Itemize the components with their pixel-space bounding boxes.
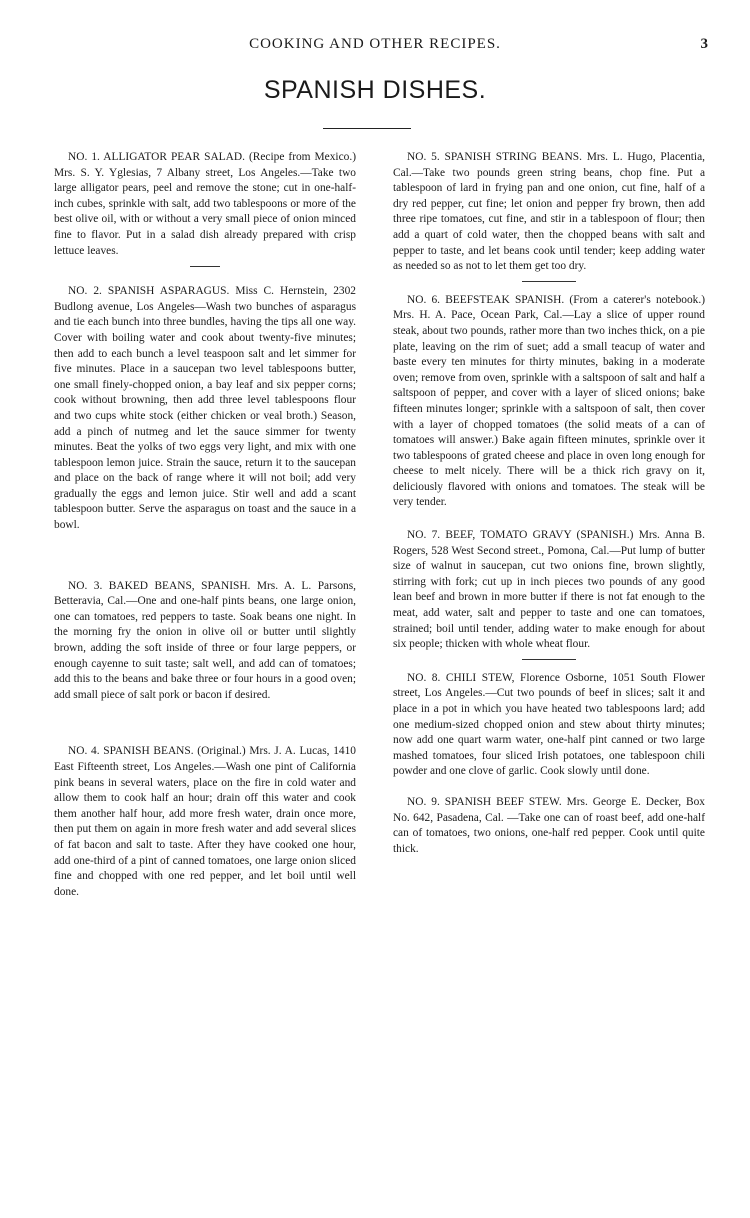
recipe-7: NO. 7. BEEF, TOMATO GRAVY (SPANISH.) Mrs. Anna B. Rogers, 528 West Second street., Pomona, Cal.—Put lump of butter size of walnut in saucepan, cut two onions fine, brown slightly, stirring with fork; cut up in inch pieces two pounds of any good lean beef and brown in more butter if there is not fat enough to the meat, add water, salt and pepper to taste and one can tomatoes, strained; boil until tender, adding water to make enough for about six people; thicken with whole wheat flour. — [393, 529, 705, 651]
recipe-6: NO. 6. BEEFSTEAK SPANISH. (From a caterer's notebook.) Mrs. H. A. Pace, Ocean Park, Cal.—Lay a slice of upper round steak, about two pounds, rather more than two inches thick, on a pie plate, leaving on the rim of suet; add a small teacup of water and baste every ten minutes for thirty minutes, baking in a moderate oven; remove from oven, sprinkle with a saltspoon of salt and half a saltspoon of pepper, and cover with a layer of sliced onions; bake fifteen minutes longer; sprinkle with a saltspoon of salt, then cover with a layer of chopped tomatoes (the solid meats of a can of tomatoes will answer.) Bake again fifteen minutes, sprinkle over it two tablespoons of grated cheese and place in oven long enough for cheese to melt nicely. There will be a thick rich gravy on it, deliciously flavored with onions and tomatoes. The steak will be very tender. — [393, 293, 705, 509]
title-rule — [323, 128, 411, 129]
recipe-5: NO. 5. SPANISH STRING BEANS. Mrs. L. Hugo, Placentia, Cal.—Take two pounds green string beans, chop fine. Put a tablespoon of lard in frying pan and one onion, cut fine, half of a dry red pepper, cut fine; let onion and pepper fry brown, then add three ripe tomatoes, cut fine, and stir in a tablespoon of flour; then add a quart of cold water, then the chopped beans with salt and pepper to taste, and let beans cook until tender; keep adding water as needed so as not to let them get too dry. — [393, 151, 705, 273]
separator-rule — [190, 266, 220, 267]
recipe-2: NO. 2. SPANISH ASPARAGUS. Miss C. Hernstein, 2302 Budlong avenue, Los Angeles—Wash two bunches of asparagus and tie each bunch into three bundles, having the tips all one way. Cover with boiling water and cook about twenty-five minutes; then add to each bunch a level teaspoon salt and let simmer for five minutes. Place in a saucepan two level tablespoons butter, one small finely-chopped onion, a bay leaf and six pepper corns; cook without browning, then add three level tablespoons flour and two cups white stock (either chicken or veal broth.) Season, add a pinch of nutmeg and let the sauce simmer for twenty minutes. Beat the yolks of two eggs very light, and mix with one tablespoon lemon juice. Strain the sauce, return it to the saucepan and place on the back of range where it will not boil; add very gradually the eggs and lemon juice. Stir well and add a scant tablespoon butter. Serve the asparagus on toast and the sauce in a bowl. — [54, 285, 356, 532]
recipe-4: NO. 4. SPANISH BEANS. (Original.) Mrs. J. A. Lucas, 1410 East Fifteenth street, Los Angeles.—Wash one pint of California pink beans in several waters, place on the fire in cold water and allow them to cook half an hour; drain off this water and cook them another half hour, add more fresh water, drain once more, then put them on again in more fresh water and add several slices of fat bacon and salt to taste. After they have cooked one hour, add one-third of a pint of canned tomatoes, one large onion sliced fine and chopped with one red pepper, and let boil until well done. — [54, 745, 356, 898]
recipe-9: NO. 9. SPANISH BEEF STEW. Mrs. George E. Decker, Box No. 642, Pasadena, Cal. —Take one can of roast beef, add one-half can of tomatoes, two onions, one-half red pepper. Cook until quite thick. — [393, 795, 705, 855]
separator-rule — [522, 659, 576, 660]
right-column — [393, 150, 705, 857]
recipe-1: NO. 1. ALLIGATOR PEAR SALAD. (Recipe from Mexico.) Mrs. S. Y. Yglesias, 7 Albany street, Los Angeles.—Take two large alligator pears, peel and remove the stone; cut in one-half-inch cubes, sprinkle with salt, add two tablespoons or more of the best olive oil, with or without a very small piece of onion minced fine to flavor. Put in a salad dish already prepared with crisp lettuce leaves. — [54, 151, 356, 257]
section-title: SPANISH DISHES. — [263, 76, 487, 104]
spacer — [190, 552, 220, 553]
spacer — [190, 723, 220, 724]
separator-rule — [522, 281, 576, 282]
spacer — [522, 517, 576, 518]
page-number: 3 — [700, 36, 708, 52]
recipe-8: NO. 8. CHILI STEW, Florence Osborne, 1051 South Flower street, Los Angeles.—Cut two pounds of beef in slices; salt it and place in a pot in which you have heated two tablespoons lard; add one medium-sized chopped onion and stew about thirty minutes; now add one quart warm water, one-half pint canned or two large mashed tomatoes, four sliced Irish potatoes, one tablespoon chili powder and one clove of garlic. Cook slowly until done. — [393, 671, 705, 778]
recipe-3: NO. 3. BAKED BEANS, SPANISH. Mrs. A. L. Parsons, Betteravia, Cal.—One and one-half pints beans, one large onion, one can tomatoes, red peppers to taste. Soak beans one night. In the morning fry the onion in olive oil or butter until slightly brown, adding the soft inside of three or four large peppers, or enough cayenne to suit taste; salt well, and add can of tomatoes; add this to the beans and bake three or four hours in a good oven; add small piece of salt pork or bacon if desired. — [54, 579, 356, 701]
header-title: COOKING AND OTHER RECIPES. — [249, 36, 501, 52]
spacer — [522, 784, 576, 785]
running-head — [0, 36, 750, 58]
left-column — [54, 150, 356, 900]
